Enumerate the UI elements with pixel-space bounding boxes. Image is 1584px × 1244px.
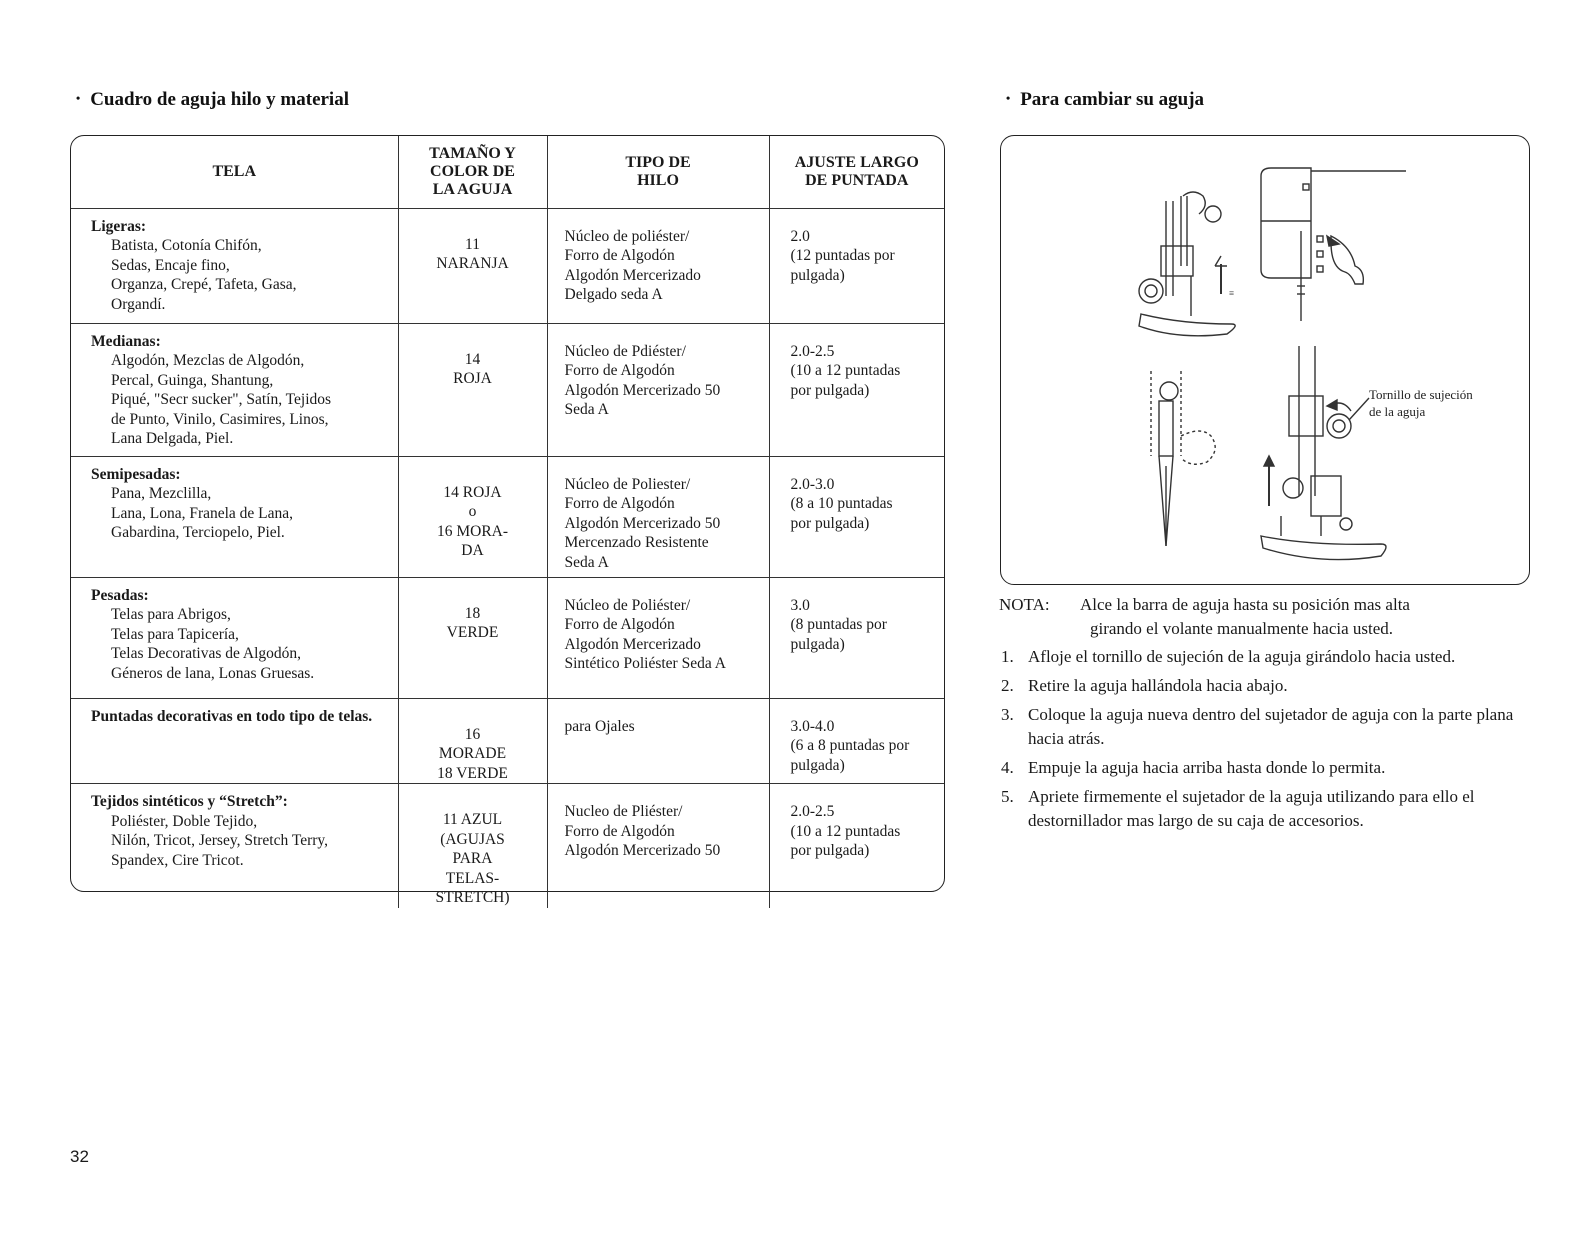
fabric-category: Tejidos sintéticos y “Stretch”: (91, 793, 288, 810)
stitch-cell-line: (12 puntadas por (790, 247, 895, 264)
fabric-category: Medianas: (91, 332, 161, 350)
fabric-item: Gabardina, Terciopelo, Piel. (111, 524, 285, 541)
thread-cell-line: Mercenzado Resistente (564, 534, 709, 551)
fabric-item: Percal, Guinga, Shantung, (111, 371, 274, 389)
thread-cell-line: Núcleo de Pdiéster/ (564, 342, 686, 360)
needle-screw-label: Tornillo de sujeción de la aguja (1369, 387, 1473, 419)
thread-cell-line: para Ojales (564, 717, 635, 735)
table-row (71, 784, 944, 908)
table-section-title (76, 89, 349, 111)
header-thread-type: TIPO DE HILO (547, 136, 769, 208)
fabric-item: de Punto, Vinilo, Casimires, Linos, (111, 410, 329, 428)
fabric-item: Poliéster, Doble Tejido, (111, 812, 258, 830)
bullet-icon: • (76, 91, 81, 105)
needle-cell-line: 14 ROJA (443, 483, 502, 501)
fabric-item: Pana, Mezclilla, (111, 485, 212, 502)
stitch-cell (769, 208, 944, 323)
stitch-cell (769, 577, 944, 698)
thread-cell-line: Delgado seda A (564, 286, 663, 303)
thread-cell-line: Núcleo de Poliester/ (564, 475, 691, 493)
stitch-cell-line: por pulgada) (790, 842, 870, 859)
thread-cell-line: Algodón Mercerizado 50 (564, 842, 721, 859)
needle-cell-line: 18 (464, 604, 481, 622)
thread-cell-line: Seda A (564, 401, 609, 418)
thread-cell-line: Forro de Algodón (564, 495, 675, 512)
needle-change-illustration (1000, 135, 1530, 585)
header-needle-size: TAMAÑO Y COLOR DE LA AGUJA (398, 136, 547, 208)
needle-cell (398, 577, 547, 698)
thread-cell-line: Forro de Algodón (564, 362, 675, 379)
table-row (71, 323, 944, 456)
fabric-item: Telas para Abrigos, (111, 606, 231, 623)
needle-cell-line: PARA (452, 850, 493, 867)
thread-cell (547, 698, 769, 784)
sewing-machine-diagram (1001, 136, 1531, 586)
needle-cell-line: STRETCH) (435, 889, 510, 906)
header-tela: TELA (71, 136, 398, 208)
needle-cell-line: (AGUJAS (440, 830, 505, 848)
stitch-cell-line: por pulgada) (790, 381, 870, 399)
fabric-item: Organza, Crepé, Tafeta, Gasa, (111, 276, 297, 293)
stitch-cell-line: (6 a 8 puntadas por (790, 737, 910, 754)
table-row (71, 698, 944, 784)
stitch-cell-line: 3.0 (790, 596, 810, 614)
needle-cell (398, 323, 547, 456)
needle-cell-line: MORADE (438, 745, 507, 762)
fabric-item: Piqué, "Secr sucker", Satín, Tejidos (111, 391, 332, 408)
needle-cell-line: 18 VERDE (437, 764, 508, 782)
section-title-text: Cuadro de aguja hilo y material (90, 89, 349, 110)
needle-thread-fabric-table (70, 135, 945, 906)
needle-holder-icon (1261, 346, 1386, 560)
stitch-cell-line: (8 a 10 puntadas (790, 495, 893, 512)
stitch-cell-line: por pulgada) (790, 514, 870, 532)
stitch-cell-line: (8 puntadas por (790, 616, 887, 633)
list-item: 3. Coloque la aguja nueva dentro del sujetador de aguja con la parte plana hacia atrás. (1001, 705, 1514, 748)
table-row (71, 456, 944, 577)
fabric-item: Lana, Lona, Franela de Lana, (111, 504, 294, 522)
fabric-cell (71, 784, 398, 908)
fabric-cell (71, 698, 398, 784)
list-item: 1. Afloje el tornillo de sujeción de la aguja girándolo hacia usted. (1001, 647, 1456, 666)
stitch-cell-line: 3.0-4.0 (790, 717, 835, 735)
needle-cell (398, 208, 547, 323)
fabric-table (71, 136, 944, 908)
thread-cell (547, 577, 769, 698)
section-title-text: Para cambiar su aguja (1020, 89, 1205, 110)
needle-cell-line: 16 MORA- (436, 522, 509, 540)
thread-cell (547, 456, 769, 577)
thread-cell-line: Seda A (564, 553, 609, 571)
table-row (71, 577, 944, 698)
needle-cell (398, 456, 547, 577)
fabric-cell (71, 456, 398, 577)
table-row (71, 208, 944, 323)
stitch-cell-line: (10 a 12 puntadas (790, 362, 901, 379)
fabric-item: Nilón, Tricot, Jersey, Stretch Terry, (111, 832, 329, 849)
needle-cell-line: 14 (464, 350, 481, 368)
needle-closeup-icon (1151, 371, 1215, 546)
needle-cell (398, 784, 547, 908)
stitch-cell-line: pulgada) (790, 266, 845, 284)
bullet-icon: • (1006, 91, 1011, 105)
fabric-item: Telas para Tapicería, (111, 625, 239, 643)
needle-cell-line: 11 AZUL (442, 811, 503, 828)
fabric-item: Algodón, Mezclas de Algodón, (111, 352, 305, 369)
fabric-item: Spandex, Cire Tricot. (111, 851, 244, 869)
thread-cell-line: Algodón Mercerizado (564, 266, 701, 284)
stitch-cell-line: pulgada) (790, 635, 845, 653)
header-stitch-length: AJUSTE LARGO DE PUNTADA (769, 136, 944, 208)
stitch-cell-line: pulgada) (790, 756, 845, 774)
thread-cell-line: Forro de Algodón (564, 822, 675, 840)
table-header-row (71, 136, 944, 208)
stitch-cell (769, 456, 944, 577)
thread-cell-line: Algodón Mercerizado 50 (564, 381, 721, 399)
fabric-category: Pesadas: (91, 586, 149, 604)
needle-cell-line: ROJA (453, 370, 492, 387)
fabric-item: Sedas, Encaje fino, (111, 256, 230, 274)
fabric-cell (71, 208, 398, 323)
thread-cell-line: Núcleo de poliéster/ (564, 227, 690, 245)
stitch-cell-line: 2.0 (790, 227, 810, 245)
needle-cell (398, 698, 547, 784)
change-needle-section-title (1006, 89, 1204, 111)
fabric-item: Telas Decorativas de Algodón, (111, 645, 302, 662)
steps-list (999, 645, 1539, 838)
stitch-cell-line: 2.0-3.0 (790, 475, 835, 493)
needle-cell-line: VERDE (446, 624, 499, 641)
thread-cell-line: Forro de Algodón (564, 616, 675, 633)
svg-text:≡: ≡ (1229, 288, 1235, 298)
note-block (999, 593, 1519, 641)
needle-cell-line: DA (461, 542, 484, 559)
note-label: NOTA: (999, 595, 1050, 614)
stitch-cell (769, 698, 944, 784)
thread-cell-line: Forro de Algodón (564, 247, 675, 264)
needle-cell-line: TELAS- (445, 869, 500, 887)
needle-cell-line: o (468, 503, 477, 520)
list-item: 5. Apriete firmemente el sujetador de la aguja utilizando para ello el destornillador mas largo de su caja de accesorios. (1001, 787, 1475, 830)
thread-cell-line: Sintético Poliéster Seda A (564, 655, 726, 672)
page-number: 32 (70, 1147, 89, 1166)
fabric-cell (71, 323, 398, 456)
fabric-category: Puntadas decorativas en todo tipo de telas. (91, 707, 373, 725)
stitch-cell-line: 2.0-2.5 (790, 342, 835, 360)
thread-cell (547, 323, 769, 456)
stitch-cell (769, 784, 944, 908)
needle-bar-panel-icon (1261, 168, 1406, 321)
needle-cell-line: 11 (465, 235, 480, 253)
fabric-cell (71, 577, 398, 698)
thread-cell-line: Algodón Mercerizado (564, 635, 701, 653)
fabric-category: Semipesadas: (91, 465, 181, 483)
thread-cell-line: Algodón Mercerizado 50 (564, 514, 721, 532)
list-item: 4. Empuje la aguja hacia arriba hasta donde lo permita. (1001, 758, 1386, 777)
fabric-category: Ligeras: (91, 217, 147, 235)
fabric-item: Batista, Cotonía Chifón, (111, 237, 262, 254)
needle-cell-line: NARANJA (436, 255, 509, 272)
note-text: Alce la barra de aguja hasta su posición mas alta girando el volante manualmente hacia usted. (1080, 595, 1410, 638)
thread-cell-line: Nucleo de Pliéster/ (564, 803, 683, 820)
presser-foot-icon (1139, 192, 1235, 336)
stitch-cell (769, 323, 944, 456)
thread-cell (547, 784, 769, 908)
stitch-cell-line: 2.0-2.5 (790, 803, 835, 820)
fabric-item: Géneros de lana, Lonas Gruesas. (111, 664, 315, 682)
fabric-item: Lana Delgada, Piel. (111, 430, 234, 447)
stitch-cell-line: (10 a 12 puntadas (790, 822, 901, 840)
thread-cell (547, 208, 769, 323)
needle-cell-line: 16 (464, 725, 481, 743)
thread-cell-line: Núcleo de Poliéster/ (564, 596, 691, 614)
list-item: 2. Retire la aguja hallándola hacia abajo. (1001, 676, 1288, 695)
fabric-item: Organdí. (111, 295, 166, 313)
